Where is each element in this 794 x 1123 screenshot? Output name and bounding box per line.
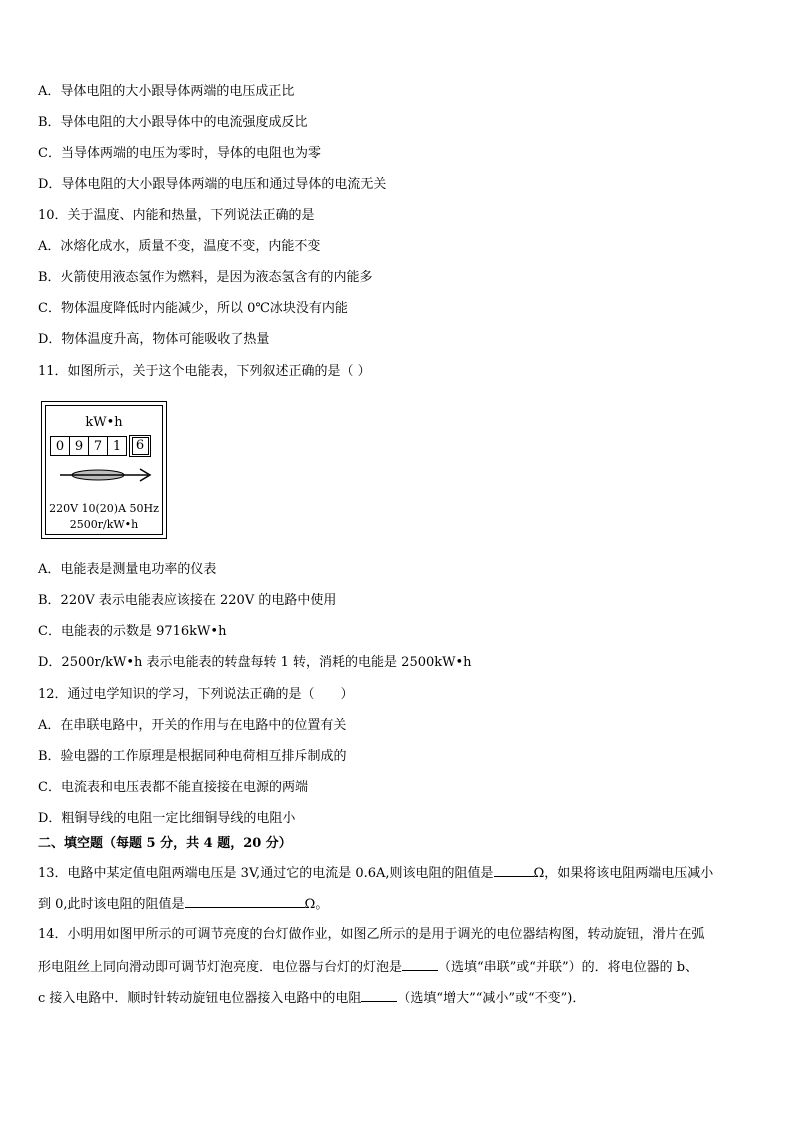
meter-decimal-digit [129, 435, 151, 457]
q11-option-d: D．2500r/kW•h 表示电能表的转盘每转 1 转，消耗的电能是 2500kW•h [38, 655, 472, 670]
meter-decimal-digit-value: 6 [132, 437, 149, 455]
q12-option-c: C．电流表和电压表都不能直接接在电源的两端 [38, 780, 308, 795]
q14-text: 形电阻丝上同向滑动即可调节灯泡亮度．电位器与台灯的灯泡是 [38, 960, 403, 975]
q12-option-b: B．验电器的工作原理是根据同种电荷相互排斥制成的 [38, 749, 347, 764]
meter-digit: 0 [50, 436, 70, 456]
answer-blank[interactable] [494, 863, 534, 877]
answer-blank[interactable] [185, 894, 305, 908]
q11-option-a: A．电能表是测量电功率的仪表 [38, 562, 217, 577]
meter-digit: 7 [88, 436, 108, 456]
q10-stem: 10．关于温度、内能和热量，下列说法正确的是 [38, 208, 315, 223]
q13-text: Ω，如果将该电阻两端电压减小 [533, 866, 714, 881]
q13-line2 [38, 894, 328, 914]
q11-option-c: C．电能表的示数是 9716kW•h [38, 624, 227, 639]
q14-text: （选填“增大”“减小”或“不变”)． [397, 991, 586, 1006]
q14-line3 [38, 988, 585, 1008]
section-title: 二、填空题（每题 5 分，共 4 题，20 分） [38, 836, 292, 851]
q13-text: 13．电路中某定值电阻两端电压是 3V,通过它的电流是 0.6A,则该电阻的阻值是 [38, 866, 494, 881]
q9-option-b: B．导体电阻的大小跟导体中的电流强度成反比 [38, 115, 308, 130]
meter-digit: 9 [69, 436, 89, 456]
meter-digits [51, 436, 151, 457]
q12-option-d: D．粗铜导线的电阻一定比细铜导线的电阻小 [38, 811, 296, 826]
q10-option-a: A．冰熔化成水，质量不变，温度不变，内能不变 [38, 239, 321, 254]
q10-option-c: C．物体温度降低时内能减少，所以 0℃冰块没有内能 [38, 301, 348, 316]
q10-option-d: D．物体温度升高，物体可能吸收了热量 [38, 332, 270, 347]
q11-stem: 11．如图所示，关于这个电能表，下列叙述正确的是（ ） [38, 364, 371, 379]
q13-text: 到 0,此时该电阻的阻值是 [38, 897, 185, 912]
q13-line1 [38, 863, 713, 883]
q14-text: （选填“串联”或“并联”）的．将电位器的 b、 [438, 960, 699, 975]
q10-option-b: B．火箭使用液态氢作为燃料，是因为液态氢含有的内能多 [38, 270, 373, 285]
q12-option-a: A．在串联电路中，开关的作用与在电路中的位置有关 [38, 718, 347, 733]
rotation-arrow-icon [56, 465, 156, 485]
q9-option-a: A．导体电阻的大小跟导体两端的电压成正比 [38, 84, 295, 99]
q14-line2 [38, 957, 698, 977]
q9-option-c: C．当导体两端的电压为零时，导体的电阻也为零 [38, 146, 321, 161]
meter-unit: kW•h [85, 415, 123, 430]
answer-blank[interactable] [402, 957, 438, 971]
q14-text: c 接入电路中．顺时针转动旋钮电位器接入电路中的电阻 [38, 991, 362, 1006]
q9-option-d: D．导体电阻的大小跟导体两端的电压和通过导体的电流无关 [38, 177, 387, 192]
q13-text: Ω。 [304, 897, 329, 912]
q14-line1: 14．小明用如图甲所示的可调节亮度的台灯做作业，如图乙所示的是用于调光的电位器结构图，转动旋钮，滑片在弧 [38, 927, 705, 942]
energy-meter-figure [41, 401, 167, 539]
meter-digit: 1 [107, 436, 127, 456]
meter-rate: 2500r/kW•h [69, 518, 139, 531]
answer-blank[interactable] [361, 988, 397, 1002]
meter-spec: 220V 10(20)A 50Hz [49, 502, 159, 515]
q11-option-b: B．220V 表示电能表应该接在 220V 的电路中使用 [38, 593, 337, 608]
q12-stem: 12．通过电学知识的学习，下列说法正确的是（ ） [38, 687, 354, 702]
